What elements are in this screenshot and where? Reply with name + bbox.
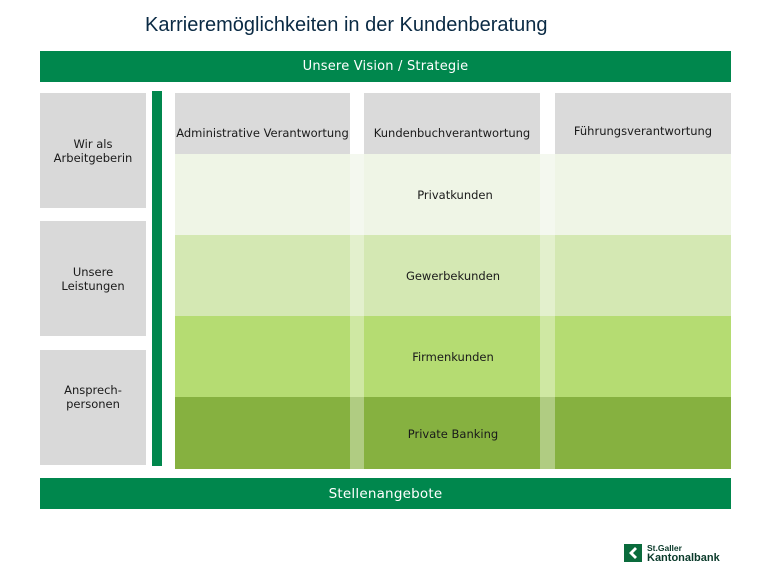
logo-line1: St.Galler [647, 543, 682, 553]
segment-label: Privatkunden [417, 187, 493, 202]
column-header-leadership: Führungsverantwortung [573, 124, 713, 138]
segment-label: Private Banking [407, 427, 499, 441]
segment-private-banking[interactable] [175, 397, 731, 469]
bank-logo [624, 543, 720, 563]
contacts-label: Ansprech- personen [64, 382, 122, 411]
segment-label: Firmenkunden [412, 349, 494, 364]
segment-gewerbekunden[interactable] [175, 235, 731, 316]
services-label: Unsere Leistungen [61, 264, 125, 293]
job-offers-bar[interactable]: Stellenangebote [40, 478, 731, 509]
column-gap [540, 154, 555, 469]
segment-firmenkunden[interactable] [175, 316, 731, 397]
bank-logo-icon [624, 544, 642, 562]
segment-label: Gewerbekunden [405, 268, 501, 283]
employer-label: Wir als Arbeitgeberin [53, 136, 133, 165]
column-gap [350, 154, 364, 469]
logo-line2: Kantonalbank [647, 552, 720, 564]
column-header-client-book: Kundenbuchverantwortung [373, 126, 531, 140]
column-header-administrative: Administrative Verantwortung [176, 126, 349, 140]
segment-privatkunden[interactable] [175, 154, 731, 235]
page-title: Karrieremöglichkeiten in der Kundenberatung [145, 14, 548, 36]
contacts-box[interactable] [40, 350, 146, 465]
vertical-divider [152, 91, 162, 466]
employer-box[interactable] [40, 93, 146, 208]
vision-strategy-bar[interactable]: Unsere Vision / Strategie [40, 51, 731, 82]
services-box[interactable] [40, 221, 146, 336]
